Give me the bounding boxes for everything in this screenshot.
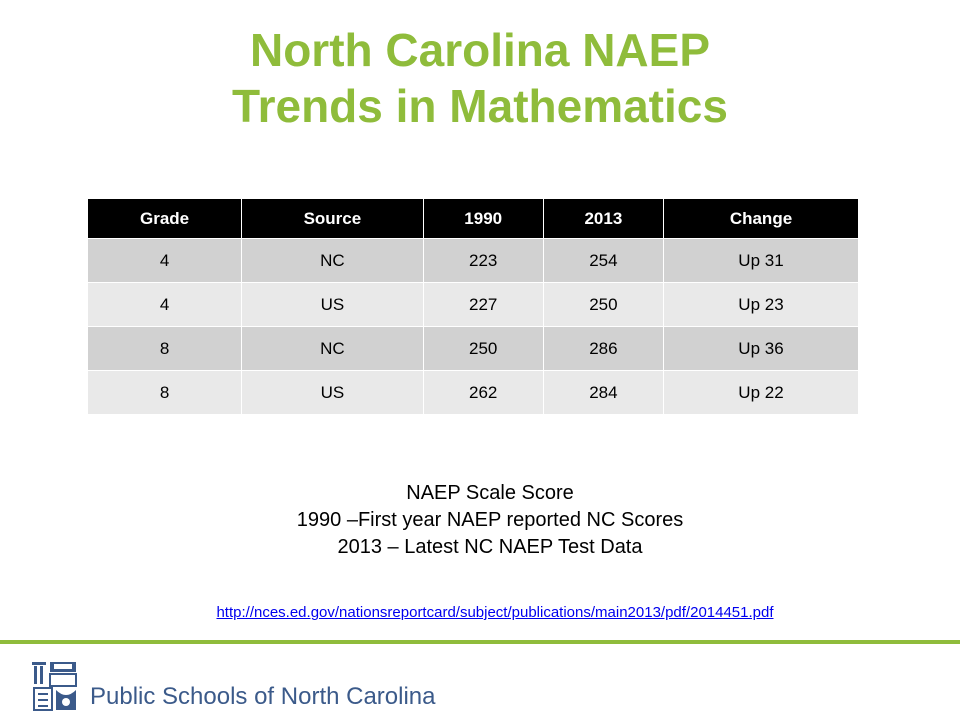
cell-grade: 4 [88,239,242,283]
cell-1990: 250 [423,327,543,371]
source-link[interactable]: http://nces.ed.gov/nationsreportcard/subject/publications/main2013/pdf/2014451.pdf [216,604,774,621]
cell-2013: 250 [543,283,663,327]
cell-grade: 8 [88,371,242,415]
header-source: Source [242,199,423,239]
cell-source: NC [242,239,423,283]
note-2013: 2013 – Latest NC NAEP Test Data [337,536,643,558]
header-grade: Grade [88,199,242,239]
cell-1990: 223 [423,239,543,283]
cell-1990: 262 [423,371,543,415]
table-header-row [88,199,858,239]
cell-change: Up 23 [663,283,858,327]
note-scale-score: NAEP Scale Score [406,482,574,504]
table-row [88,371,858,415]
cell-grade: 8 [88,327,242,371]
header-1990: 1990 [423,199,543,239]
cell-1990: 227 [423,283,543,327]
footer-divider [0,640,960,644]
cell-change: Up 31 [663,239,858,283]
table-row [88,239,858,283]
cell-2013: 286 [543,327,663,371]
cell-2013: 254 [543,239,663,283]
cell-2013: 284 [543,371,663,415]
cell-source: US [242,371,423,415]
cell-source: US [242,283,423,327]
note-1990: 1990 –First year NAEP reported NC Scores [296,509,684,531]
slide-title [0,22,960,134]
table-row [88,283,858,327]
notes-block [0,480,960,561]
title-line-2: Trends in Mathematics [232,80,728,132]
cell-change: Up 36 [663,327,858,371]
state-building-logo-icon [30,660,80,714]
cell-change: Up 22 [663,371,858,415]
cell-source: NC [242,327,423,371]
header-change: Change [663,199,858,239]
cell-grade: 4 [88,283,242,327]
title-line-1: North Carolina NAEP [249,24,711,76]
header-2013: 2013 [543,199,663,239]
naep-trends-table [88,199,858,414]
table-row [88,327,858,371]
org-name: Public Schools of North Carolina [90,683,436,710]
